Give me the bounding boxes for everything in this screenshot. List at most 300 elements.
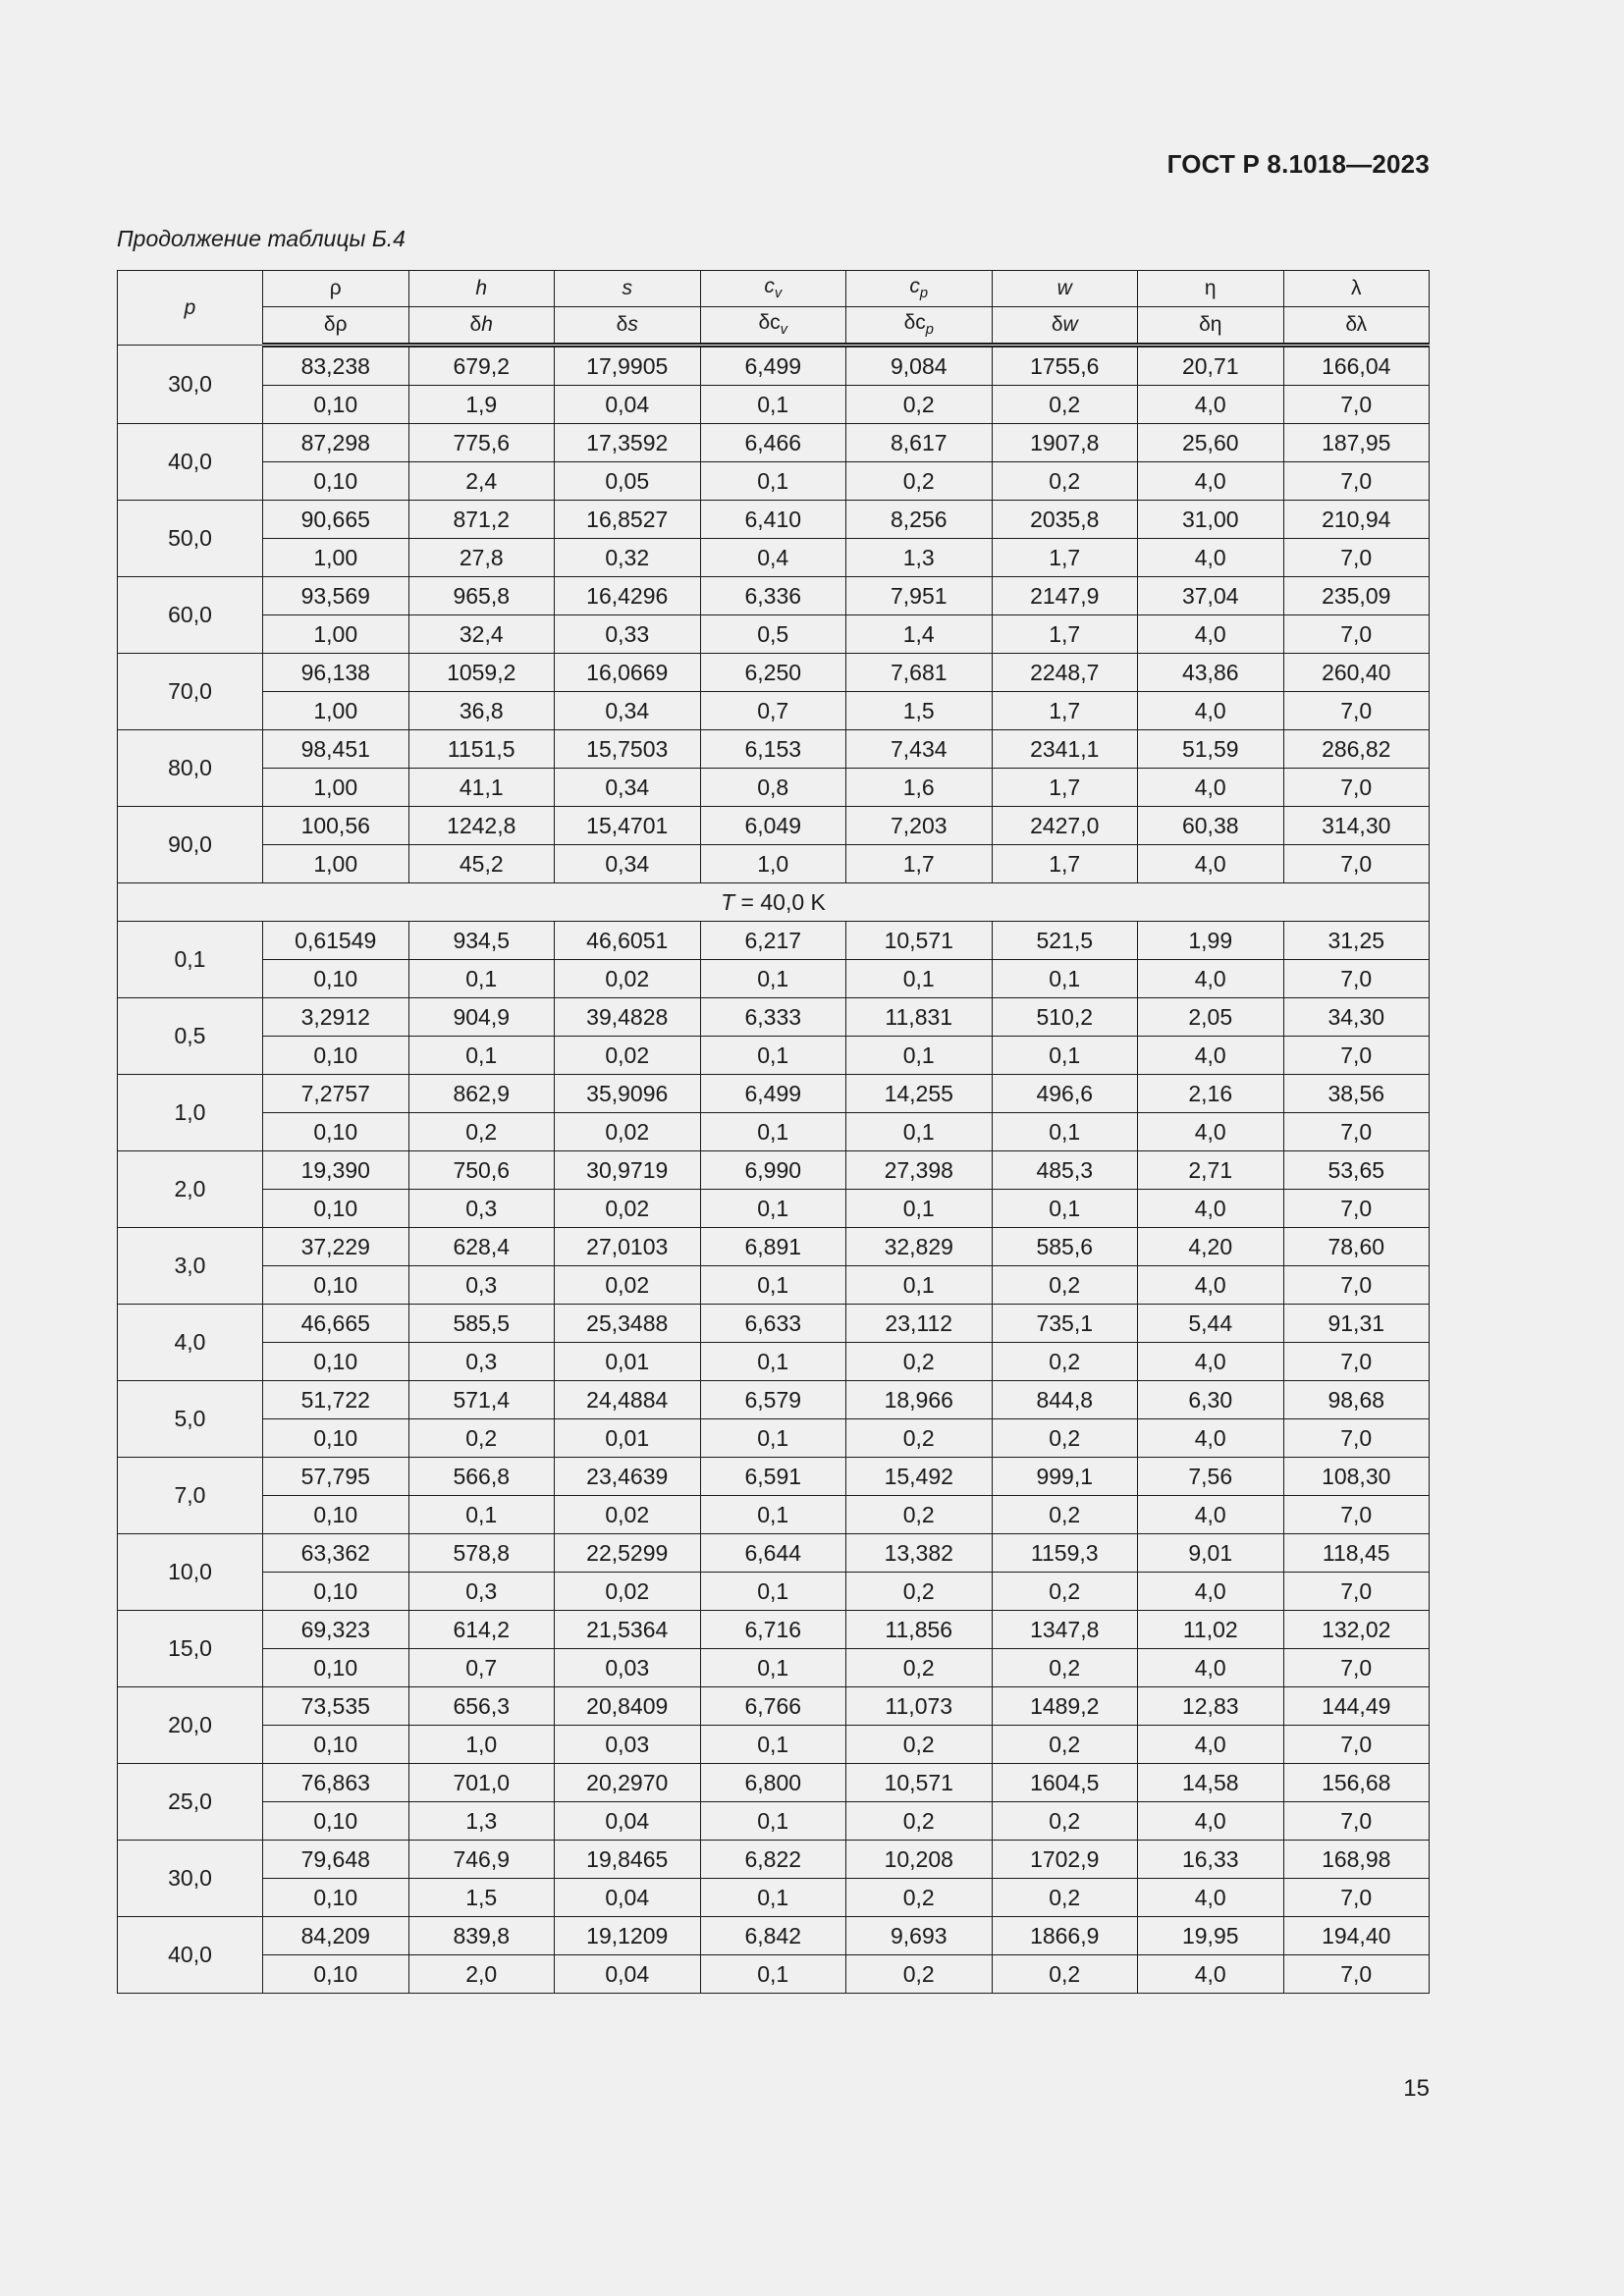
uncertainty-cell: 0,1 xyxy=(700,960,846,998)
value-cell: 14,255 xyxy=(846,1075,993,1113)
uncertainty-cell: 32,4 xyxy=(408,615,555,654)
value-cell: 571,4 xyxy=(408,1381,555,1419)
uncertainty-cell: 0,1 xyxy=(846,1037,993,1075)
header-p: p xyxy=(118,271,263,346)
section-label: T = 40,0 K xyxy=(118,883,1430,922)
value-cell: 19,390 xyxy=(263,1151,409,1190)
uncertainty-cell: 0,2 xyxy=(846,1343,993,1381)
value-cell: 656,3 xyxy=(408,1687,555,1726)
uncertainty-cell: 0,02 xyxy=(555,1266,701,1305)
value-cell: 628,4 xyxy=(408,1228,555,1266)
value-cell: 84,209 xyxy=(263,1917,409,1955)
value-cell: 19,1209 xyxy=(555,1917,701,1955)
uncertainty-cell: 0,1 xyxy=(408,1037,555,1075)
value-cell: 63,362 xyxy=(263,1534,409,1573)
uncertainty-cell: 7,0 xyxy=(1283,1190,1430,1228)
value-cell: 7,203 xyxy=(846,807,993,845)
value-cell: 6,891 xyxy=(700,1228,846,1266)
value-cell: 132,02 xyxy=(1283,1611,1430,1649)
uncertainty-cell: 0,04 xyxy=(555,1955,701,1994)
uncertainty-cell: 0,04 xyxy=(555,386,701,424)
value-cell: 11,073 xyxy=(846,1687,993,1726)
uncertainty-cell: 0,2 xyxy=(846,1649,993,1687)
uncertainty-cell: 0,1 xyxy=(408,1496,555,1534)
uncertainty-row xyxy=(118,1266,1430,1305)
uncertainty-cell: 0,2 xyxy=(992,1879,1138,1917)
pressure-cell: 2,0 xyxy=(118,1151,263,1228)
pressure-cell: 50,0 xyxy=(118,501,263,577)
uncertainty-cell: 7,0 xyxy=(1283,1266,1430,1305)
value-cell: 51,59 xyxy=(1138,730,1284,769)
value-cell: 1151,5 xyxy=(408,730,555,769)
uncertainty-cell: 4,0 xyxy=(1138,1343,1284,1381)
value-cell: 7,2757 xyxy=(263,1075,409,1113)
uncertainty-cell: 0,2 xyxy=(846,1496,993,1534)
value-cell: 2248,7 xyxy=(992,654,1138,692)
value-cell: 16,4296 xyxy=(555,577,701,615)
value-cell: 9,693 xyxy=(846,1917,993,1955)
pressure-cell: 90,0 xyxy=(118,807,263,883)
value-cell: 210,94 xyxy=(1283,501,1430,539)
value-cell: 31,25 xyxy=(1283,922,1430,960)
table-row xyxy=(118,654,1430,692)
uncertainty-cell: 0,1 xyxy=(992,960,1138,998)
uncertainty-cell: 0,2 xyxy=(846,386,993,424)
uncertainty-cell: 7,0 xyxy=(1283,1113,1430,1151)
value-cell: 19,95 xyxy=(1138,1917,1284,1955)
uncertainty-cell: 1,7 xyxy=(992,539,1138,577)
uncertainty-cell: 4,0 xyxy=(1138,462,1284,501)
uncertainty-cell: 7,0 xyxy=(1283,692,1430,730)
uncertainty-cell: 1,5 xyxy=(408,1879,555,1917)
value-cell: 91,31 xyxy=(1283,1305,1430,1343)
uncertainty-cell: 45,2 xyxy=(408,845,555,883)
value-cell: 19,8465 xyxy=(555,1841,701,1879)
value-cell: 30,9719 xyxy=(555,1151,701,1190)
value-cell: 93,569 xyxy=(263,577,409,615)
uncertainty-cell: 0,2 xyxy=(846,1955,993,1994)
pressure-cell: 25,0 xyxy=(118,1764,263,1841)
pressure-cell: 7,0 xyxy=(118,1458,263,1534)
uncertainty-cell: 0,01 xyxy=(555,1419,701,1458)
uncertainty-row xyxy=(118,1496,1430,1534)
value-cell: 1755,6 xyxy=(992,346,1138,386)
header-rho: ρ xyxy=(263,271,409,307)
uncertainty-cell: 0,10 xyxy=(263,386,409,424)
uncertainty-row xyxy=(118,1113,1430,1151)
uncertainty-cell: 0,1 xyxy=(846,960,993,998)
value-cell: 6,644 xyxy=(700,1534,846,1573)
uncertainty-cell: 0,2 xyxy=(846,1419,993,1458)
value-cell: 78,60 xyxy=(1283,1228,1430,1266)
uncertainty-cell: 0,2 xyxy=(408,1419,555,1458)
value-cell: 73,535 xyxy=(263,1687,409,1726)
table-row xyxy=(118,1381,1430,1419)
table-row xyxy=(118,346,1430,386)
header-eta: η xyxy=(1138,271,1284,307)
uncertainty-cell: 0,02 xyxy=(555,1573,701,1611)
value-cell: 750,6 xyxy=(408,1151,555,1190)
value-cell: 904,9 xyxy=(408,998,555,1037)
uncertainty-row xyxy=(118,960,1430,998)
uncertainty-cell: 4,0 xyxy=(1138,692,1284,730)
uncertainty-cell: 0,02 xyxy=(555,1113,701,1151)
table-row xyxy=(118,424,1430,462)
uncertainty-cell: 0,10 xyxy=(263,1190,409,1228)
uncertainty-cell: 0,1 xyxy=(700,1649,846,1687)
value-cell: 25,3488 xyxy=(555,1305,701,1343)
value-cell: 999,1 xyxy=(992,1458,1138,1496)
value-cell: 2427,0 xyxy=(992,807,1138,845)
uncertainty-cell: 0,1 xyxy=(700,1802,846,1841)
uncertainty-cell: 0,2 xyxy=(992,1496,1138,1534)
uncertainty-cell: 7,0 xyxy=(1283,386,1430,424)
uncertainty-cell: 36,8 xyxy=(408,692,555,730)
value-cell: 69,323 xyxy=(263,1611,409,1649)
uncertainty-cell: 0,8 xyxy=(700,769,846,807)
header-lambda: λ xyxy=(1283,271,1430,307)
uncertainty-cell: 0,7 xyxy=(408,1649,555,1687)
uncertainty-cell: 0,10 xyxy=(263,1419,409,1458)
table-row xyxy=(118,501,1430,539)
uncertainty-cell: 0,1 xyxy=(992,1037,1138,1075)
value-cell: 735,1 xyxy=(992,1305,1138,1343)
table-row xyxy=(118,1305,1430,1343)
header-s: s xyxy=(555,271,701,307)
value-cell: 118,45 xyxy=(1283,1534,1430,1573)
uncertainty-row xyxy=(118,845,1430,883)
pressure-cell: 4,0 xyxy=(118,1305,263,1381)
value-cell: 166,04 xyxy=(1283,346,1430,386)
uncertainty-cell: 0,2 xyxy=(846,462,993,501)
uncertainty-cell: 1,7 xyxy=(992,692,1138,730)
header-d-cv: $\delta c_v$ xyxy=(700,307,846,346)
uncertainty-cell: 0,3 xyxy=(408,1190,555,1228)
value-cell: 578,8 xyxy=(408,1534,555,1573)
uncertainty-cell: 1,00 xyxy=(263,615,409,654)
value-cell: 90,665 xyxy=(263,501,409,539)
uncertainty-cell: 0,10 xyxy=(263,1266,409,1305)
value-cell: 17,9905 xyxy=(555,346,701,386)
value-cell: 746,9 xyxy=(408,1841,555,1879)
value-cell: 6,990 xyxy=(700,1151,846,1190)
uncertainty-cell: 7,0 xyxy=(1283,1879,1430,1917)
uncertainty-cell: 0,2 xyxy=(408,1113,555,1151)
uncertainty-cell: 0,4 xyxy=(700,539,846,577)
table-row xyxy=(118,1458,1430,1496)
uncertainty-cell: 0,10 xyxy=(263,1343,409,1381)
value-cell: 37,04 xyxy=(1138,577,1284,615)
uncertainty-row xyxy=(118,769,1430,807)
rows-before-section xyxy=(118,346,1430,883)
uncertainty-cell: 0,2 xyxy=(992,1419,1138,1458)
uncertainty-cell: 0,1 xyxy=(992,1113,1138,1151)
value-cell: 15,492 xyxy=(846,1458,993,1496)
uncertainty-cell: 0,1 xyxy=(700,1037,846,1075)
table-row xyxy=(118,1917,1430,1955)
value-cell: 83,238 xyxy=(263,346,409,386)
value-cell: 60,38 xyxy=(1138,807,1284,845)
value-cell: 0,61549 xyxy=(263,922,409,960)
value-cell: 156,68 xyxy=(1283,1764,1430,1802)
uncertainty-cell: 7,0 xyxy=(1283,1955,1430,1994)
value-cell: 16,8527 xyxy=(555,501,701,539)
value-cell: 6,716 xyxy=(700,1611,846,1649)
value-cell: 11,856 xyxy=(846,1611,993,1649)
uncertainty-cell: 1,4 xyxy=(846,615,993,654)
uncertainty-cell: 0,3 xyxy=(408,1343,555,1381)
value-cell: 8,256 xyxy=(846,501,993,539)
uncertainty-cell: 1,0 xyxy=(700,845,846,883)
uncertainty-cell: 0,1 xyxy=(846,1190,993,1228)
uncertainty-cell: 0,10 xyxy=(263,1802,409,1841)
uncertainty-cell: 1,3 xyxy=(408,1802,555,1841)
pressure-cell: 0,5 xyxy=(118,998,263,1075)
uncertainty-cell: 7,0 xyxy=(1283,539,1430,577)
value-cell: 6,800 xyxy=(700,1764,846,1802)
value-cell: 25,60 xyxy=(1138,424,1284,462)
table-row xyxy=(118,1611,1430,1649)
value-cell: 2035,8 xyxy=(992,501,1138,539)
value-cell: 965,8 xyxy=(408,577,555,615)
value-cell: 57,795 xyxy=(263,1458,409,1496)
uncertainty-cell: 0,04 xyxy=(555,1802,701,1841)
value-cell: 2,16 xyxy=(1138,1075,1284,1113)
uncertainty-cell: 0,2 xyxy=(992,1266,1138,1305)
value-cell: 2341,1 xyxy=(992,730,1138,769)
value-cell: 15,4701 xyxy=(555,807,701,845)
uncertainty-cell: 0,10 xyxy=(263,1955,409,1994)
uncertainty-row xyxy=(118,1343,1430,1381)
table-row xyxy=(118,1841,1430,1879)
value-cell: 6,466 xyxy=(700,424,846,462)
uncertainty-cell: 7,0 xyxy=(1283,1419,1430,1458)
uncertainty-cell: 4,0 xyxy=(1138,386,1284,424)
pressure-cell: 70,0 xyxy=(118,654,263,730)
value-cell: 27,398 xyxy=(846,1151,993,1190)
value-cell: 585,5 xyxy=(408,1305,555,1343)
value-cell: 9,01 xyxy=(1138,1534,1284,1573)
uncertainty-cell: 0,2 xyxy=(992,1955,1138,1994)
uncertainty-cell: 0,2 xyxy=(992,1343,1138,1381)
value-cell: 7,951 xyxy=(846,577,993,615)
value-cell: 17,3592 xyxy=(555,424,701,462)
uncertainty-cell: 0,10 xyxy=(263,462,409,501)
table-row xyxy=(118,577,1430,615)
uncertainty-row xyxy=(118,615,1430,654)
uncertainty-cell: 7,0 xyxy=(1283,1343,1430,1381)
uncertainty-row xyxy=(118,539,1430,577)
uncertainty-cell: 1,00 xyxy=(263,692,409,730)
value-cell: 32,829 xyxy=(846,1228,993,1266)
uncertainty-cell: 0,10 xyxy=(263,1573,409,1611)
value-cell: 144,49 xyxy=(1283,1687,1430,1726)
value-cell: 7,56 xyxy=(1138,1458,1284,1496)
table-row xyxy=(118,1228,1430,1266)
value-cell: 614,2 xyxy=(408,1611,555,1649)
table-caption: Продолжение таблицы Б.4 xyxy=(117,226,406,251)
value-cell: 485,3 xyxy=(992,1151,1138,1190)
value-cell: 31,00 xyxy=(1138,501,1284,539)
uncertainty-cell: 0,1 xyxy=(700,462,846,501)
uncertainty-row xyxy=(118,1419,1430,1458)
table-row xyxy=(118,1764,1430,1802)
value-cell: 10,208 xyxy=(846,1841,993,1879)
uncertainty-row xyxy=(118,1802,1430,1841)
value-cell: 6,579 xyxy=(700,1381,846,1419)
uncertainty-cell: 0,3 xyxy=(408,1266,555,1305)
value-cell: 1159,3 xyxy=(992,1534,1138,1573)
table-row xyxy=(118,730,1430,769)
uncertainty-cell: 0,1 xyxy=(700,1266,846,1305)
value-cell: 43,86 xyxy=(1138,654,1284,692)
pressure-cell: 10,0 xyxy=(118,1534,263,1611)
value-cell: 194,40 xyxy=(1283,1917,1430,1955)
uncertainty-cell: 0,10 xyxy=(263,1113,409,1151)
value-cell: 46,6051 xyxy=(555,922,701,960)
header-w: w xyxy=(992,271,1138,307)
value-cell: 6,766 xyxy=(700,1687,846,1726)
value-cell: 37,229 xyxy=(263,1228,409,1266)
value-cell: 585,6 xyxy=(992,1228,1138,1266)
value-cell: 5,44 xyxy=(1138,1305,1284,1343)
uncertainty-cell: 1,0 xyxy=(408,1726,555,1764)
value-cell: 87,298 xyxy=(263,424,409,462)
uncertainty-cell: 4,0 xyxy=(1138,1190,1284,1228)
value-cell: 6,153 xyxy=(700,730,846,769)
value-cell: 6,250 xyxy=(700,654,846,692)
uncertainty-cell: 0,2 xyxy=(846,1879,993,1917)
uncertainty-cell: 0,3 xyxy=(408,1573,555,1611)
value-cell: 23,112 xyxy=(846,1305,993,1343)
uncertainty-row xyxy=(118,692,1430,730)
uncertainty-cell: 0,2 xyxy=(846,1573,993,1611)
uncertainty-cell: 1,00 xyxy=(263,769,409,807)
uncertainty-cell: 0,2 xyxy=(846,1802,993,1841)
value-cell: 11,831 xyxy=(846,998,993,1037)
value-cell: 1489,2 xyxy=(992,1687,1138,1726)
uncertainty-cell: 0,10 xyxy=(263,1879,409,1917)
uncertainty-cell: 4,0 xyxy=(1138,615,1284,654)
value-cell: 6,499 xyxy=(700,346,846,386)
uncertainty-cell: 0,34 xyxy=(555,692,701,730)
pressure-cell: 1,0 xyxy=(118,1075,263,1151)
uncertainty-cell: 0,02 xyxy=(555,1496,701,1534)
uncertainty-cell: 1,6 xyxy=(846,769,993,807)
header-d-cp: $\delta c_p$ xyxy=(846,307,993,346)
uncertainty-cell: 4,0 xyxy=(1138,1037,1284,1075)
uncertainty-cell: 0,2 xyxy=(992,386,1138,424)
value-cell: 839,8 xyxy=(408,1917,555,1955)
value-cell: 862,9 xyxy=(408,1075,555,1113)
value-cell: 1347,8 xyxy=(992,1611,1138,1649)
value-cell: 1059,2 xyxy=(408,654,555,692)
table-row xyxy=(118,1534,1430,1573)
value-cell: 14,58 xyxy=(1138,1764,1284,1802)
uncertainty-cell: 0,2 xyxy=(992,1726,1138,1764)
uncertainty-cell: 4,0 xyxy=(1138,960,1284,998)
uncertainty-cell: 4,0 xyxy=(1138,1802,1284,1841)
value-cell: 35,9096 xyxy=(555,1075,701,1113)
header-d-w: δw xyxy=(992,307,1138,346)
uncertainty-cell: 0,1 xyxy=(846,1113,993,1151)
uncertainty-row xyxy=(118,1573,1430,1611)
uncertainty-cell: 7,0 xyxy=(1283,769,1430,807)
value-cell: 10,571 xyxy=(846,922,993,960)
pressure-cell: 3,0 xyxy=(118,1228,263,1305)
value-cell: 6,591 xyxy=(700,1458,846,1496)
table-header xyxy=(118,271,1430,346)
rows-after-section xyxy=(118,922,1430,1994)
uncertainty-row xyxy=(118,1726,1430,1764)
value-cell: 6,410 xyxy=(700,501,846,539)
value-cell: 20,2970 xyxy=(555,1764,701,1802)
table-row xyxy=(118,922,1430,960)
uncertainty-cell: 1,7 xyxy=(846,845,993,883)
value-cell: 18,966 xyxy=(846,1381,993,1419)
uncertainty-cell: 0,1 xyxy=(700,1343,846,1381)
value-cell: 100,56 xyxy=(263,807,409,845)
value-cell: 23,4639 xyxy=(555,1458,701,1496)
uncertainty-cell: 2,4 xyxy=(408,462,555,501)
value-cell: 13,382 xyxy=(846,1534,993,1573)
uncertainty-cell: 0,1 xyxy=(700,1419,846,1458)
value-cell: 6,822 xyxy=(700,1841,846,1879)
uncertainty-cell: 2,0 xyxy=(408,1955,555,1994)
value-cell: 6,333 xyxy=(700,998,846,1037)
uncertainty-cell: 0,01 xyxy=(555,1343,701,1381)
value-cell: 6,336 xyxy=(700,577,846,615)
value-cell: 679,2 xyxy=(408,346,555,386)
value-cell: 7,434 xyxy=(846,730,993,769)
value-cell: 6,049 xyxy=(700,807,846,845)
uncertainty-row xyxy=(118,386,1430,424)
value-cell: 24,4884 xyxy=(555,1381,701,1419)
uncertainty-cell: 0,02 xyxy=(555,1037,701,1075)
uncertainty-cell: 0,1 xyxy=(700,1113,846,1151)
uncertainty-cell: 0,10 xyxy=(263,960,409,998)
header-h: h xyxy=(408,271,555,307)
uncertainty-cell: 7,0 xyxy=(1283,1649,1430,1687)
uncertainty-row xyxy=(118,1649,1430,1687)
uncertainty-cell: 7,0 xyxy=(1283,462,1430,501)
value-cell: 53,65 xyxy=(1283,1151,1430,1190)
standard-number: ГОСТ Р 8.1018—2023 xyxy=(1166,149,1430,179)
value-cell: 871,2 xyxy=(408,501,555,539)
value-cell: 521,5 xyxy=(992,922,1138,960)
uncertainty-cell: 0,1 xyxy=(700,386,846,424)
value-cell: 2147,9 xyxy=(992,577,1138,615)
value-cell: 6,842 xyxy=(700,1917,846,1955)
uncertainty-cell: 0,10 xyxy=(263,1649,409,1687)
pressure-cell: 30,0 xyxy=(118,1841,263,1917)
value-cell: 34,30 xyxy=(1283,998,1430,1037)
uncertainty-cell: 4,0 xyxy=(1138,1726,1284,1764)
uncertainty-row xyxy=(118,1190,1430,1228)
uncertainty-cell: 4,0 xyxy=(1138,1649,1284,1687)
uncertainty-cell: 27,8 xyxy=(408,539,555,577)
uncertainty-cell: 4,0 xyxy=(1138,539,1284,577)
uncertainty-cell: 0,32 xyxy=(555,539,701,577)
header-d-eta: δη xyxy=(1138,307,1284,346)
value-cell: 10,571 xyxy=(846,1764,993,1802)
value-cell: 260,40 xyxy=(1283,654,1430,692)
value-cell: 934,5 xyxy=(408,922,555,960)
header-cp: $c_p$ xyxy=(846,271,993,307)
uncertainty-cell: 1,9 xyxy=(408,386,555,424)
value-cell: 286,82 xyxy=(1283,730,1430,769)
value-cell: 187,95 xyxy=(1283,424,1430,462)
